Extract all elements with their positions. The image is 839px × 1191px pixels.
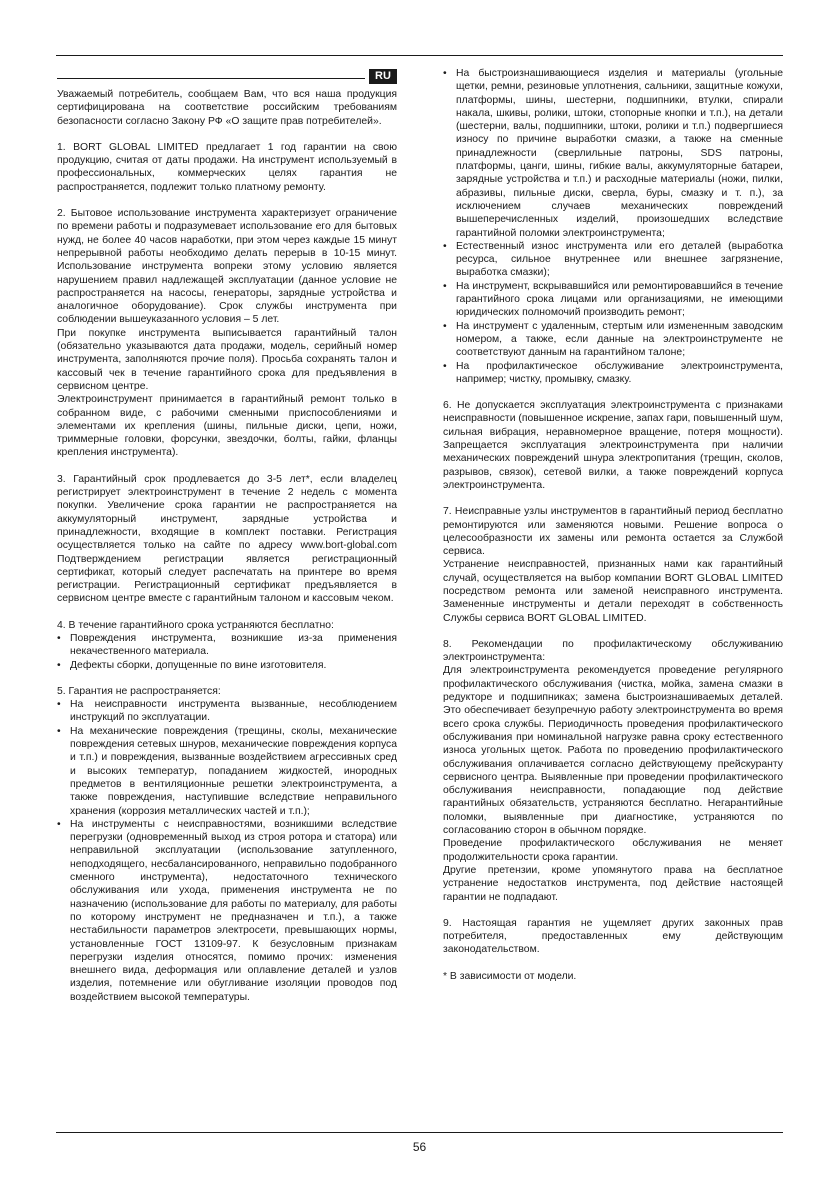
page-number: 56 (412, 1140, 427, 1154)
language-header (57, 67, 397, 85)
section-8-paragraph-3: Проведение профилактического обслуживания не меняет продолжительности срока гарантии. (443, 838, 783, 863)
list-item: • На механические повреждения (трещины, сколы, механические повреждения сетевых шнуров, механические повреждения корпуса и т.п.) и повреждения, вызванные воздействием агрессивных сред и высоких температур, попаданием жидкостей, инородных предметов в вентиляционные решетки электроинструмента, а также повреждения, наступившие вследствие неправильного хранения (коррозия металлических частей и т.п.); (57, 725, 397, 818)
footnote: * В зависимости от модели. (443, 970, 577, 982)
bottom-rule (56, 1132, 783, 1133)
section-6: 6. Не допускается эксплуатация электроинструмента с признаками неисправности (повышенное искрение, запах гари, повышенный шум, сильная вибрация, неравномерное вращение, потеря мощности). Запрещается эксплуатация электроинструмента при наличии механических повреждений шнура электропитания (трещин, сколов, разрывов, связок), сетевой вилки, а также повреждений корпуса электроинструмента. (443, 400, 783, 491)
section-3: 3. Гарантийный срок продлевается до 3-5 лет*, если владелец регистрирует электроинструмент в течение 2 недель с момента покупки. Увеличение срока гарантии не распространяется на аккумуляторный инструмент, зарядные устройства и принадлежности, входящие в комплект поставки. Регистрация осуществляется только на сайте по адресу www.bort-global.com Подтверждением регистрации является регистрационный сертификат, который следует распечатать на принтере во время регистрации. Регистрационный сертификат предъявляется в сервисном центре вместе с гарантийным талоном и кассовым чеком. (57, 473, 397, 605)
section-2-paragraph-3: Электроинструмент принимается в гарантийный ремонт только в собранном виде, с рабочими сменными приспособлениями и элементами их крепления (шины, пильные диски, цепи, ножи, триммерные головки, форсунки, звездочки, болты, гайки, фланцы крепления инструмента). (57, 394, 397, 459)
section-2-paragraph-2: При покупке инструмента выписывается гарантийный талон (обязательно указываются дата продажи, модель, серийный номер инструмента, заполняются прочие поля). Просьба сохранять талон и кассовый чек в течение гарантийного срока для предъявления в сервисном центре. (57, 327, 397, 392)
section-2-paragraph-1: 2. Бытовое использование инструмента характеризует ограничение по времени работы и подразумевает использование его для бытовых нужд, не более 40 часов наработки, при этом через каждые 15 минут непрерывной работы необходимо делать перерыв в 10-15 минут. Использование инструмента вопреки этому условию является нарушением правил надлежащей эксплуатации (данное условие не распространяется на насосы, генераторы, зарядные устройства и аналогичное оборудование). Срок службы инструмента при соблюдении вышеуказанного условия – 5 лет. (57, 208, 397, 326)
section-7-paragraph-2: Устранение неисправностей, признанных нами как гарантийный случай, осуществляется на выбор компании BORT GLOBAL LIMITED посредством ремонта или заменой неисправного инструмента. Замененные инструменты и детали переходят в собственность Службы сервиса BORT GLOBAL LIMITED. (443, 559, 783, 624)
section-5-list-part-2 (443, 67, 783, 386)
section-5-list-part-1 (57, 698, 397, 1004)
list-item: • Естественный износ инструмента или его деталей (выработка ресурса, сильное внутреннее или внешнее загрязнение, выработка смазки); (443, 240, 783, 280)
section-8-paragraph-4: Другие претензии, кроме упомянутого права на бесплатное устранение недостатков инструмента, под действие настоящей гарантии не подпадают. (443, 864, 783, 903)
section-4-list (57, 632, 397, 672)
section-5-title: 5. Гарантия не распространяется: (57, 685, 221, 697)
list-item: • На инструмент с удаленным, стертым или измененным заводским номером, а также, если данные на электроинструменте не соответствуют данным на гарантийном талоне; (443, 320, 783, 360)
left-column (57, 67, 397, 1004)
list-item: • На неисправности инструмента вызванные, несоблюдением инструкций по эксплуатации. (57, 698, 397, 725)
section-8-paragraph-2: Для электроинструмента рекомендуется проведение регулярного профилактического обслуживания (чистка, мойка, замена смазки в редукторе и подшипниках; замена быстроизнашиваемых деталей. Это обеспечивает безупречную работу электроинструмента во время всего срока службы. Периодичность проведения профилактического обслуживания при номинальной нагрузке равна сроку естественного износа угольных щеток. Работа по проведению профилактического обслуживания оплачивается согласно действующему прейскуранту сервисного центра. Выявленные при проведении профилактического обслуживания неисправности, попадающие под действие гарантийных обязательств, устраняются бесплатно. Негарантийные поломки, выявленные при диагностике, устраняются по согласованию сторон в обычном порядке. (443, 665, 783, 837)
section-9: 9. Настоящая гарантия не ущемляет других законных прав потребителя, предоставленных ему действующим законодательством. (443, 917, 783, 956)
list-item: • На инструменты с неисправностями, возникшими вследствие перегрузки (одновременный выход из строя ротора и статора) или неправильной эксплуатации (использование затупленного, неподходящего, несбалансированного, неправильно подобранного сменного инструмента), недостаточного технического обслуживания или ухода, применения инструмента не по назначению (использование для работы по материалу, для работы по которому инструмент не предназначен и т.п.), а также нестабильности параметров электросети, превышающих нормы, установленные ГОСТ 13109-97. К безусловным признакам перегрузки изделия относятся, помимо прочих: изменения внешнего вида, деформация или оплавление деталей и узлов изделия, потемнение или обугливание изоляции проводов под воздействием высокой температуры. (57, 818, 397, 1004)
section-1: 1. BORT GLOBAL LIMITED предлагает 1 год гарантии на свою продукцию, считая от даты продажи. На инструмент используемый в профессиональных, коммерческих целях гарантия не распространяется, подлежит только платному ремонту. (57, 141, 397, 193)
section-7-paragraph-1: 7. Неисправные узлы инструментов в гарантийный период бесплатно ремонтируются или заменяются новыми. Решение вопроса о целесообразности их замены или ремонта остается за Службой сервиса. (443, 506, 783, 558)
header-rule (57, 78, 365, 79)
list-item: • Повреждения инструмента, возникшие из-за применения некачественного материала. (57, 632, 397, 659)
list-item: • На профилактическое обслуживание электроинструмента, например; чистку, промывку, смазку. (443, 360, 783, 387)
right-column (443, 67, 783, 983)
list-item: • Дефекты сборки, допущенные по вине изготовителя. (57, 659, 397, 672)
list-item: • На быстроизнашивающиеся изделия и материалы (угольные щетки, ремни, резиновые уплотнения, сальники, защитные кожухи, платформы, шины, шестерни, подшипники, втулки, спирали накала, шкивы, ролики, штоки, стопорные кнопки и т.п.), на детали (шестерни, валы, подшипники, штоки, ролики и т.п.) подвергшиеся износу по причине выработки смазки, а также на сменные принадлежности (сверлильные патроны, SDS патроны, платформы, цанги, шины, гибкие валы, аккумуляторные батареи, зарядные устройства и т.п.) и расходные материалы (ножи, пилки, абразивы, пильные диски, сверла, буры, смазку и т. п.), за исключением случаев механических повреждений вышеперечисленных изделий, произошедших вследствие гарантийной поломки электроинструмента; (443, 67, 783, 240)
language-badge: RU (369, 69, 397, 84)
top-rule (56, 55, 783, 56)
list-item: • На инструмент, вскрывавшийся или ремонтировавшийся в течение гарантийного срока лицами или организациями, не имеющими юридических полномочий производить ремонт; (443, 280, 783, 320)
section-8-paragraph-1: 8. Рекомендации по профилактическому обслуживанию электроинструмента: (443, 638, 783, 664)
section-4-title: 4. В течение гарантийного срока устраняются бесплатно: (57, 619, 334, 631)
intro-paragraph: Уважаемый потребитель, сообщаем Вам, что вся наша продукция сертифицирована на соответствие российским требованиям безопасности согласно Закону РФ «О защите прав потребителей». (57, 89, 397, 127)
